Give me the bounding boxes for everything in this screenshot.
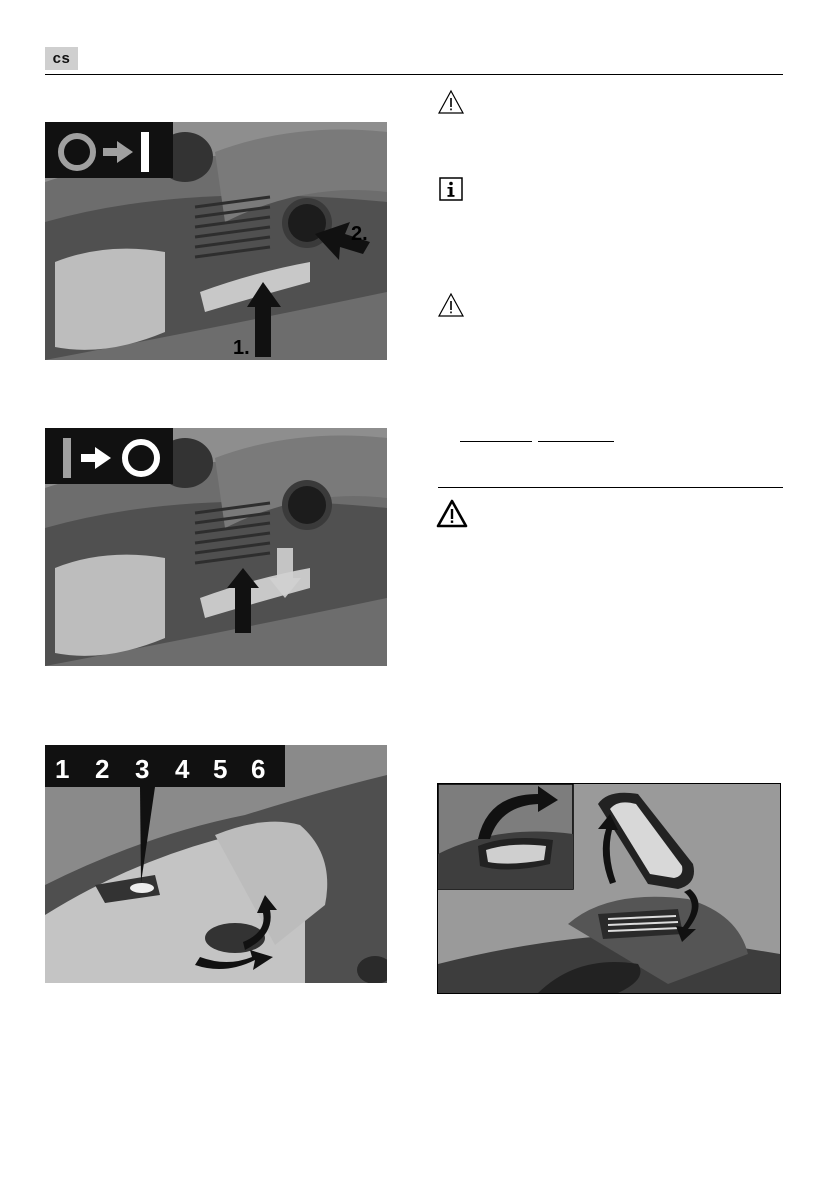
speed-6: 6	[251, 754, 266, 784]
speed-2: 2	[95, 754, 110, 784]
section-rule	[438, 487, 783, 488]
header-rule	[45, 74, 783, 75]
figure-speed-dial	[45, 745, 387, 983]
figure-switch-off	[45, 428, 387, 666]
link-underline-2	[538, 441, 614, 442]
figure-switch-on	[45, 122, 387, 360]
warning-triangle-icon	[437, 292, 465, 323]
warning-triangle-bold-icon	[436, 499, 468, 534]
figure-filter-cover	[437, 783, 781, 994]
speed-5: 5	[213, 754, 228, 784]
step-2-label: 2.	[351, 223, 368, 245]
link-underline-1	[460, 441, 532, 442]
step-1-label: 1.	[233, 337, 250, 359]
language-badge: cs	[45, 47, 78, 70]
warning-triangle-icon	[437, 89, 465, 120]
info-icon	[439, 177, 463, 206]
speed-1: 1	[55, 754, 70, 784]
speed-3: 3	[135, 754, 150, 784]
speed-4: 4	[175, 754, 190, 784]
